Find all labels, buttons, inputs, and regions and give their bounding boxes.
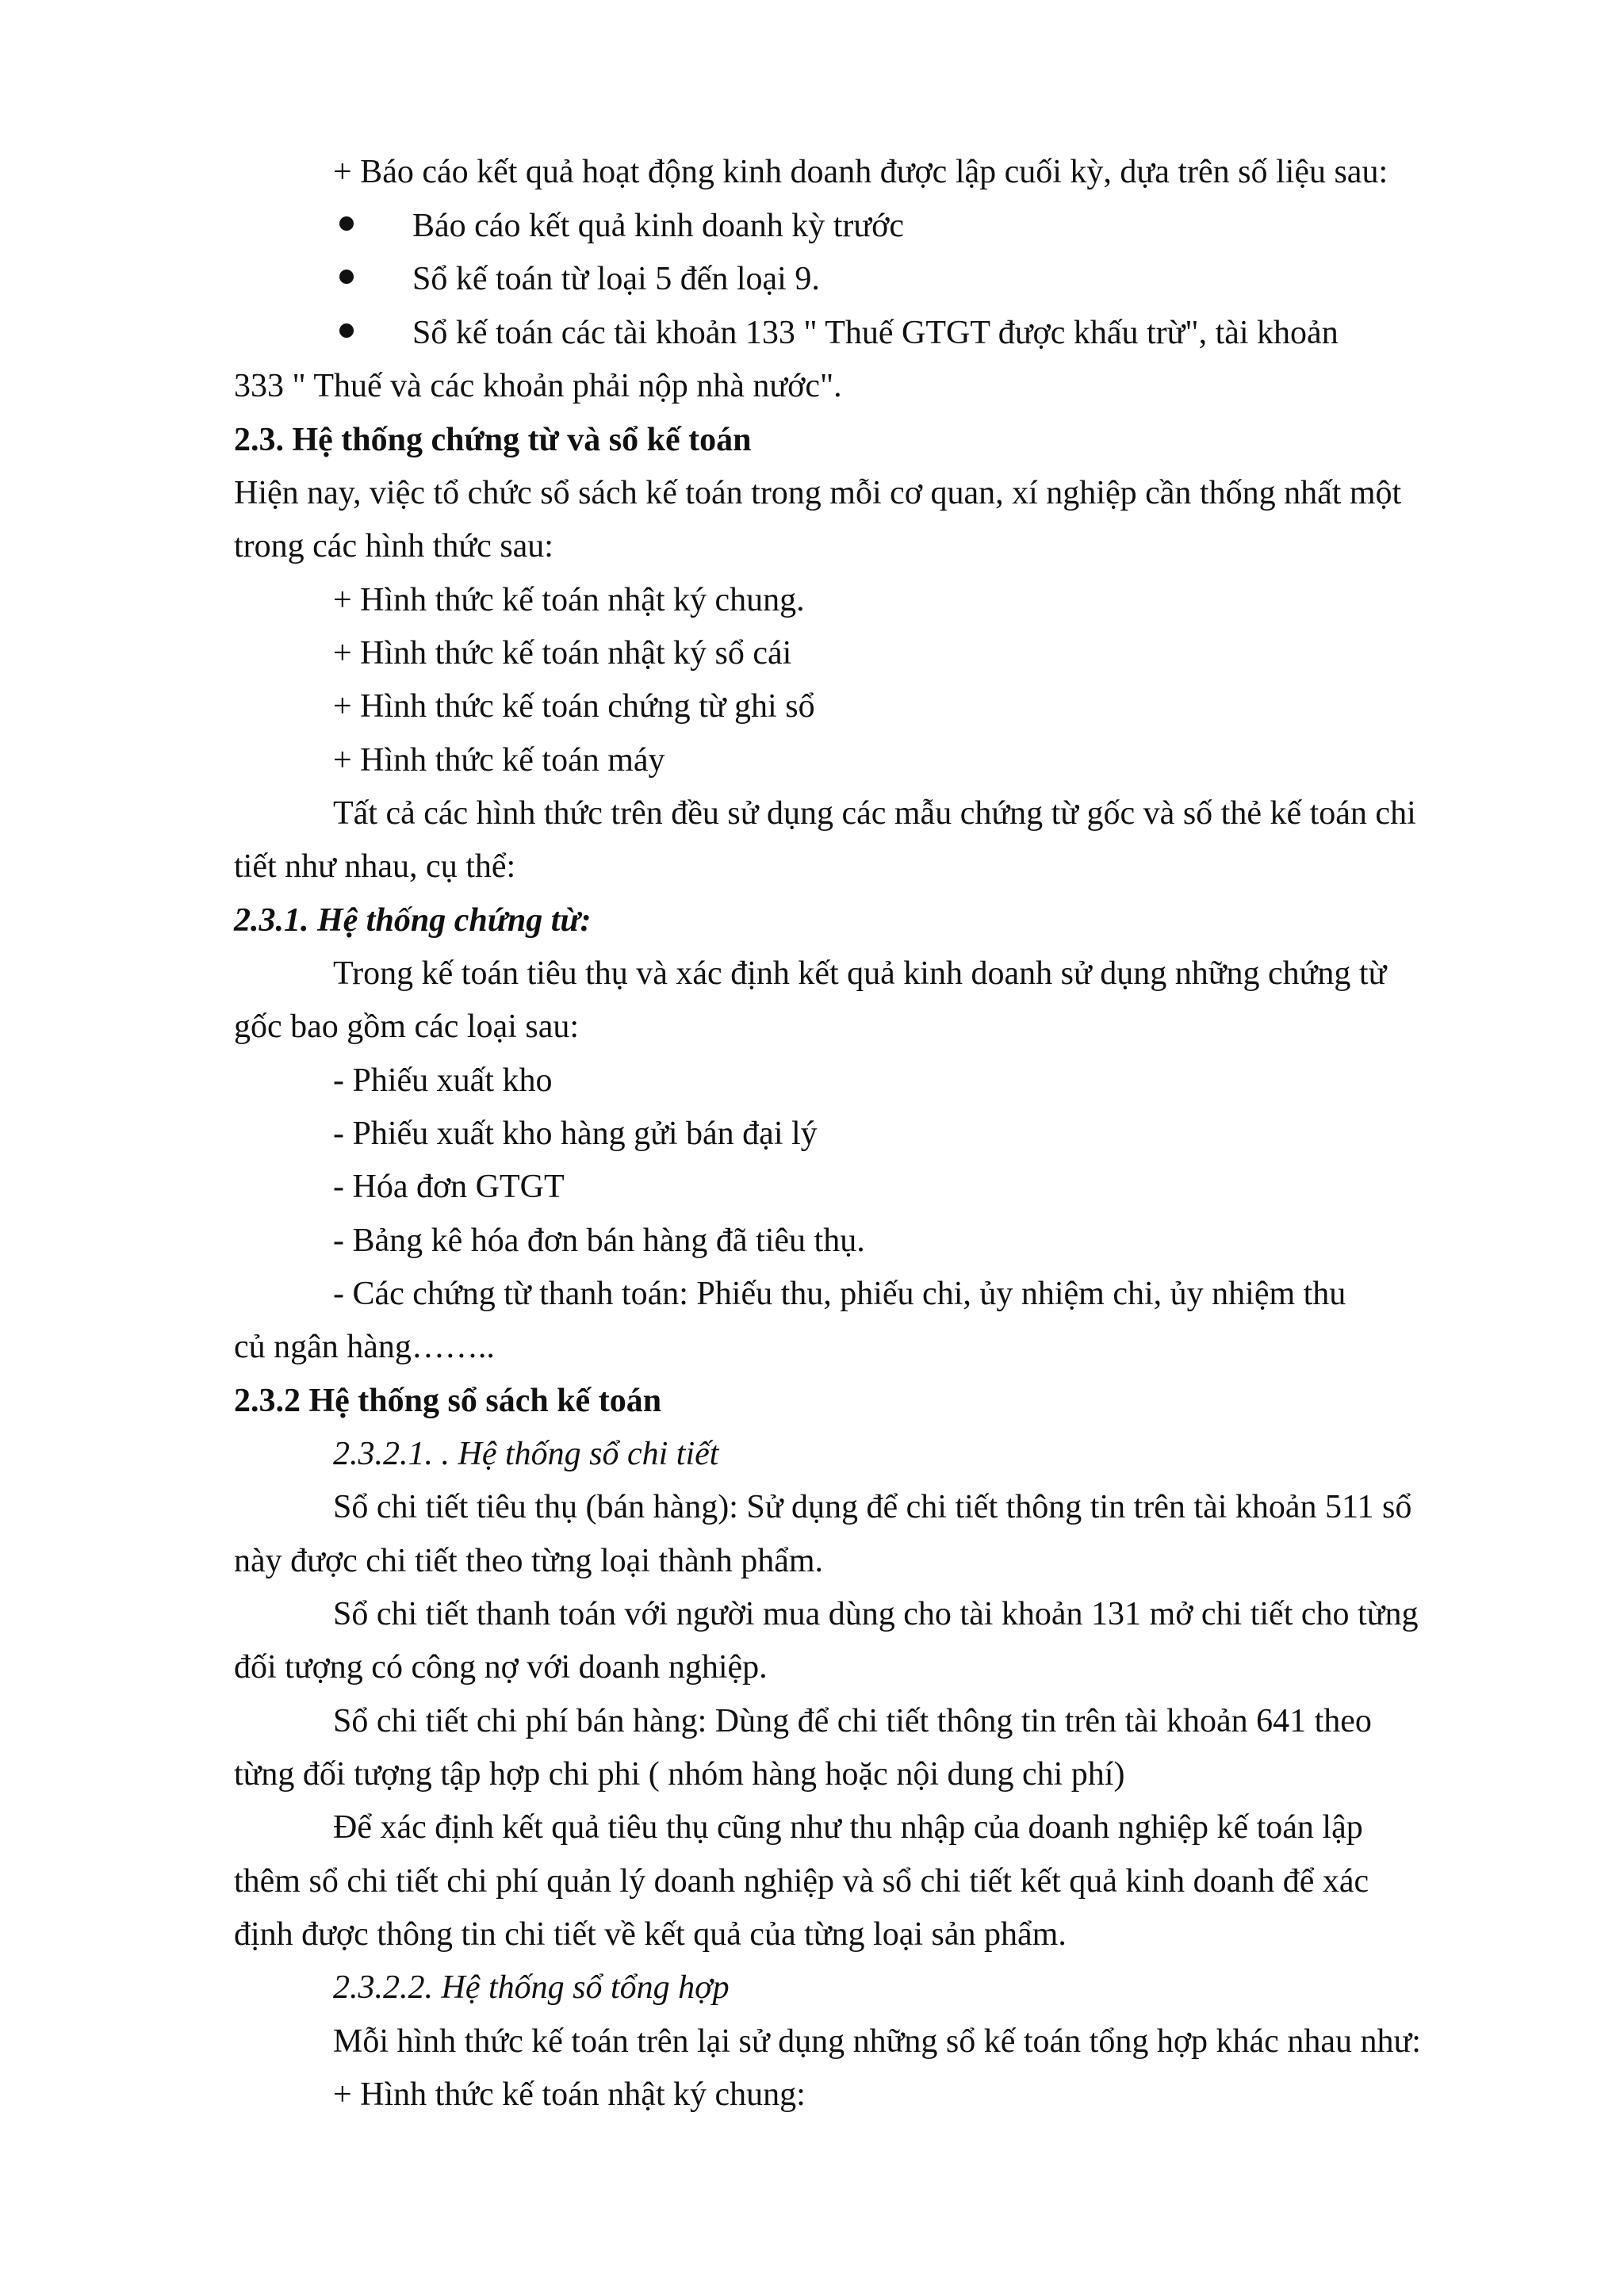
form-item: + Hình thức kế toán chứng từ ghi sổ — [333, 688, 815, 725]
bullet-dot-icon — [339, 270, 354, 284]
bullet-dot-icon — [339, 323, 354, 338]
document-type-item: - Các chứng từ thanh toán: Phiếu thu, phiếu chi, ủy nhiệm chi, ủy nhiệm thu — [333, 1276, 1346, 1312]
paragraph-line: này được chi tiết theo từng loại thành phẩm. — [234, 1543, 824, 1579]
form-item: + Hình thức kế toán nhật ký chung. — [333, 582, 805, 618]
form-item: + Hình thức kế toán nhật ký sổ cái — [333, 635, 792, 672]
document-type-item: - Phiếu xuất kho — [333, 1062, 553, 1099]
paragraph-line: định được thông tin chi tiết về kết quả của từng loại sản phẩm. — [234, 1916, 1067, 1953]
document-type-item: - Bảng kê hóa đơn bán hàng đã tiêu thụ. — [333, 1223, 865, 1259]
bullet-item: Báo cáo kết quả kinh doanh kỳ trước — [412, 208, 904, 244]
paragraph-line: trong các hình thức sau: — [234, 528, 553, 564]
paragraph-line: Sổ chi tiết chi phí bán hàng: Dùng để chi tiết thông tin trên tài khoản 641 theo — [333, 1703, 1372, 1739]
section-heading-2-3: 2.3. Hệ thống chứng từ và sổ kế toán — [234, 422, 752, 458]
document-type-item: - Phiếu xuất kho hàng gửi bán đại lý — [333, 1115, 818, 1152]
form-item: + Hình thức kế toán máy — [333, 742, 665, 779]
bullet-item-continuation: 333 " Thuế và các khoản phải nộp nhà nước". — [234, 368, 842, 404]
paragraph-line: đối tượng có công nợ với doanh nghiệp. — [234, 1649, 768, 1686]
bullet-item: Sổ kế toán các tài khoản 133 " Thuế GTGT được khấu trừ", tài khoản — [412, 315, 1339, 351]
section-heading-2-3-2: 2.3.2 Hệ thống sổ sách kế toán — [234, 1383, 662, 1419]
subsection-heading-2-3-2-1: 2.3.2.1. . Hệ thống sổ chi tiết — [333, 1436, 719, 1472]
paragraph-line: thêm sổ chi tiết chi phí quản lý doanh nghiệp và sổ chi tiết kết quả kinh doanh để xác — [234, 1863, 1369, 1900]
document-type-item: - Hóa đơn GTGT — [333, 1169, 565, 1205]
paragraph-line: Hiện nay, việc tổ chức sổ sách kế toán trong mỗi cơ quan, xí nghiệp cần thống nhất một — [234, 475, 1402, 511]
paragraph-line: Sổ chi tiết thanh toán với người mua dùng cho tài khoản 131 mở chi tiết cho từng — [333, 1596, 1419, 1632]
paragraph-line: Mỗi hình thức kế toán trên lại sử dụng những sổ kế toán tổng hợp khác nhau như: — [333, 2023, 1421, 2060]
paragraph-line: gốc bao gồm các loại sau: — [234, 1008, 580, 1045]
paragraph-line: Sổ chi tiết tiêu thụ (bán hàng): Sử dụng để chi tiết thông tin trên tài khoản 511 sổ — [333, 1489, 1412, 1525]
paragraph-line: + Hình thức kế toán nhật ký chung: — [333, 2076, 806, 2113]
paragraph-line: từng đối tượng tập hợp chi phi ( nhóm hàng hoặc nội dung chi phí) — [234, 1756, 1125, 1793]
bullet-dot-icon — [339, 216, 354, 231]
paragraph-line: Tất cả các hình thức trên đều sử dụng các mẫu chứng từ gốc và số thẻ kế toán chi — [333, 795, 1416, 832]
report-intro: + Báo cáo kết quả hoạt động kinh doanh được lập cuối kỳ, dựa trên số liệu sau: — [333, 154, 1388, 190]
paragraph-line: tiết như nhau, cụ thể: — [234, 848, 516, 885]
paragraph-line: Trong kế toán tiêu thụ và xác định kết quả kinh doanh sử dụng những chứng từ — [333, 955, 1387, 992]
document-type-continuation: củ ngân hàng…….. — [234, 1329, 495, 1365]
paragraph-line: Để xác định kết quả tiêu thụ cũng như thu nhập của doanh nghiệp kế toán lập — [333, 1809, 1363, 1846]
section-heading-2-3-1: 2.3.1. Hệ thống chứng từ: — [234, 902, 592, 939]
bullet-item: Sổ kế toán từ loại 5 đến loại 9. — [412, 261, 820, 297]
subsection-heading-2-3-2-2: 2.3.2.2. Hệ thống sổ tổng hợp — [333, 1969, 730, 2006]
